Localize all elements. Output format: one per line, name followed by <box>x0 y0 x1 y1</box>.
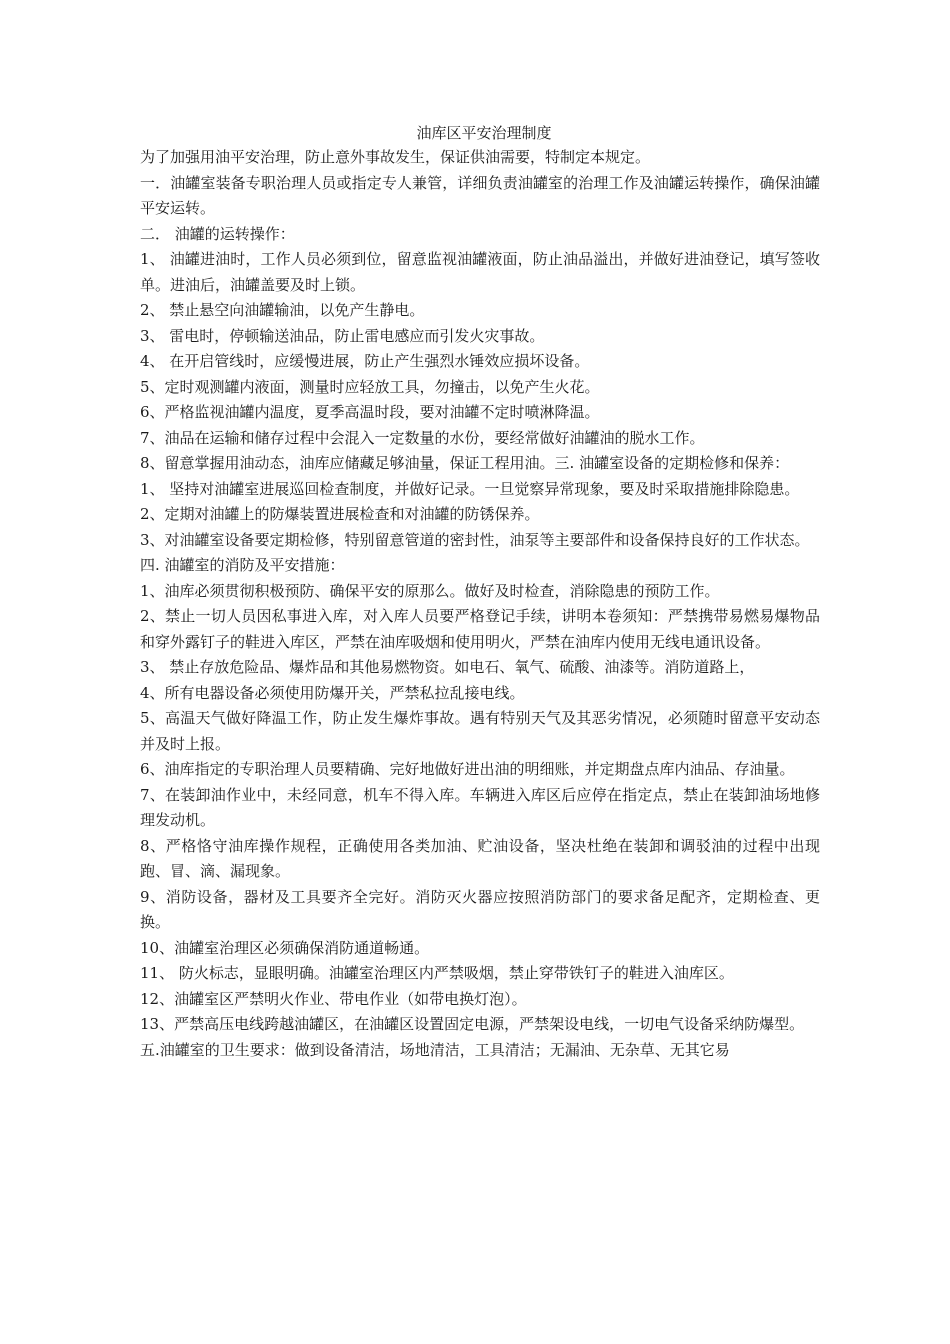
paragraph: 4、 在开启管线时，应缓慢进展，防止产生强烈水锤效应损坏设备。 <box>140 352 590 370</box>
paragraph: 二． 油罐的运转操作： <box>140 224 295 243</box>
paragraph: 2、禁止一切人员因私事进入库，对入库人员要严格登记手续，讲明本卷须知：严禁携带易燃易爆物品和穿外露钉子的鞋进入库区，严禁在油库吸烟和使用明火，严禁在油库内使用无线电通讯设备。 <box>140 607 820 651</box>
paragraph: 2、定期对油罐上的防爆装置进展检查和对油罐的防锈保养。 <box>140 505 540 523</box>
paragraph: 5、定时观测罐内液面，测量时应轻放工具，勿撞击，以免产生火花。 <box>140 377 600 396</box>
document-title: 油库区平安治理制度 <box>416 124 552 142</box>
paragraph: 3、 雷电时，停顿输送油品，防止雷电感应而引发火灾事故。 <box>140 326 545 345</box>
paragraph: 四. 油罐室的消防及平安措施： <box>140 556 345 574</box>
paragraph: 6、严格监视油罐内温度，夏季高温时段，要对油罐不定时喷淋降温。 <box>140 403 600 421</box>
paragraph: 11、 防火标志，显眼明确。油罐室治理区内严禁吸烟，禁止穿带铁钉子的鞋进入油库区。 <box>140 964 734 982</box>
paragraph: 一．油罐室装备专职治理人员或指定专人兼管，详细负责油罐室的治理工作及油罐运转操作，确保油罐平安运转。 <box>140 173 820 217</box>
paragraph: 8、留意掌握用油动态，油库应储藏足够油量，保证工程用油。三. 油罐室设备的定期检修和保养： <box>140 454 790 472</box>
paragraph: 五.油罐室的卫生要求：做到设备清洁，场地清洁，工具清洁；无漏油、无杂草、无其它易 <box>140 1040 730 1059</box>
paragraph: 9、消防设备，器材及工具要齐全完好。消防灭火器应按照消防部门的要求备足配齐，定期检查、更换。 <box>140 887 820 931</box>
paragraph: 8、严格恪守油库操作规程，正确使用各类加油、贮油设备，坚决杜绝在装卸和调驳油的过程中出现跑、冒、滴、漏现象。 <box>140 836 820 880</box>
paragraph: 为了加强用油平安治理，防止意外事故发生，保证供油需要，特制定本规定。 <box>140 148 651 166</box>
paragraph: 6、油库指定的专职治理人员要精确、完好地做好进出油的明细账，并定期盘点库内油品、存油量。 <box>140 760 795 778</box>
paragraph: 4、所有电器设备必须使用防爆开关，严禁私拉乱接电线。 <box>140 683 525 702</box>
paragraph: 7、在装卸油作业中，未经同意，机车不得入库。车辆进入库区后应停在指定点，禁止在装卸油场地修理发动机。 <box>140 785 820 829</box>
document-body <box>140 145 820 1063</box>
paragraph: 2、 禁止悬空向油罐输油，以免产生静电。 <box>140 301 425 319</box>
paragraph: 3、 禁止存放危险品、爆炸品和其他易燃物资。如电石、氧气、硫酸、油漆等。消防道路上， <box>140 658 755 676</box>
paragraph: 5、高温天气做好降温工作，防止发生爆炸事故。遇有特别天气及其恶劣情况，必须随时留意平安动态并及时上报。 <box>140 709 820 753</box>
paragraph: 10、油罐室治理区必须确保消防通道畅通。 <box>140 938 430 957</box>
paragraph: 1、油库必须贯彻积极预防、确保平安的原那么。做好及时检查，消除隐患的预防工作。 <box>140 581 720 600</box>
document-page <box>140 121 820 1063</box>
paragraph: 13、严禁高压电线跨越油罐区，在油罐区设置固定电源，严禁架设电线，一切电气设备采纳防爆型。 <box>140 1015 805 1033</box>
paragraph: 1、 油罐进油时，工作人员必须到位，留意监视油罐液面，防止油品溢出，并做好进油登记，填写签收单。进油后，油罐盖要及时上锁。 <box>140 250 820 294</box>
paragraph: 12、油罐室区严禁明火作业、带电作业（如带电换灯泡）。 <box>140 989 527 1008</box>
paragraph: 1、 坚持对油罐室进展巡回检查制度，并做好记录。一旦觉察异常现象，要及时采取措施排除隐患。 <box>140 479 800 498</box>
paragraph: 3、对油罐室设备要定期检修，特别留意管道的密封性，油泵等主要部件和设备保持良好的工作状态。 <box>140 530 810 549</box>
paragraph: 7、油品在运输和储存过程中会混入一定数量的水份，要经常做好油罐油的脱水工作。 <box>140 428 705 447</box>
